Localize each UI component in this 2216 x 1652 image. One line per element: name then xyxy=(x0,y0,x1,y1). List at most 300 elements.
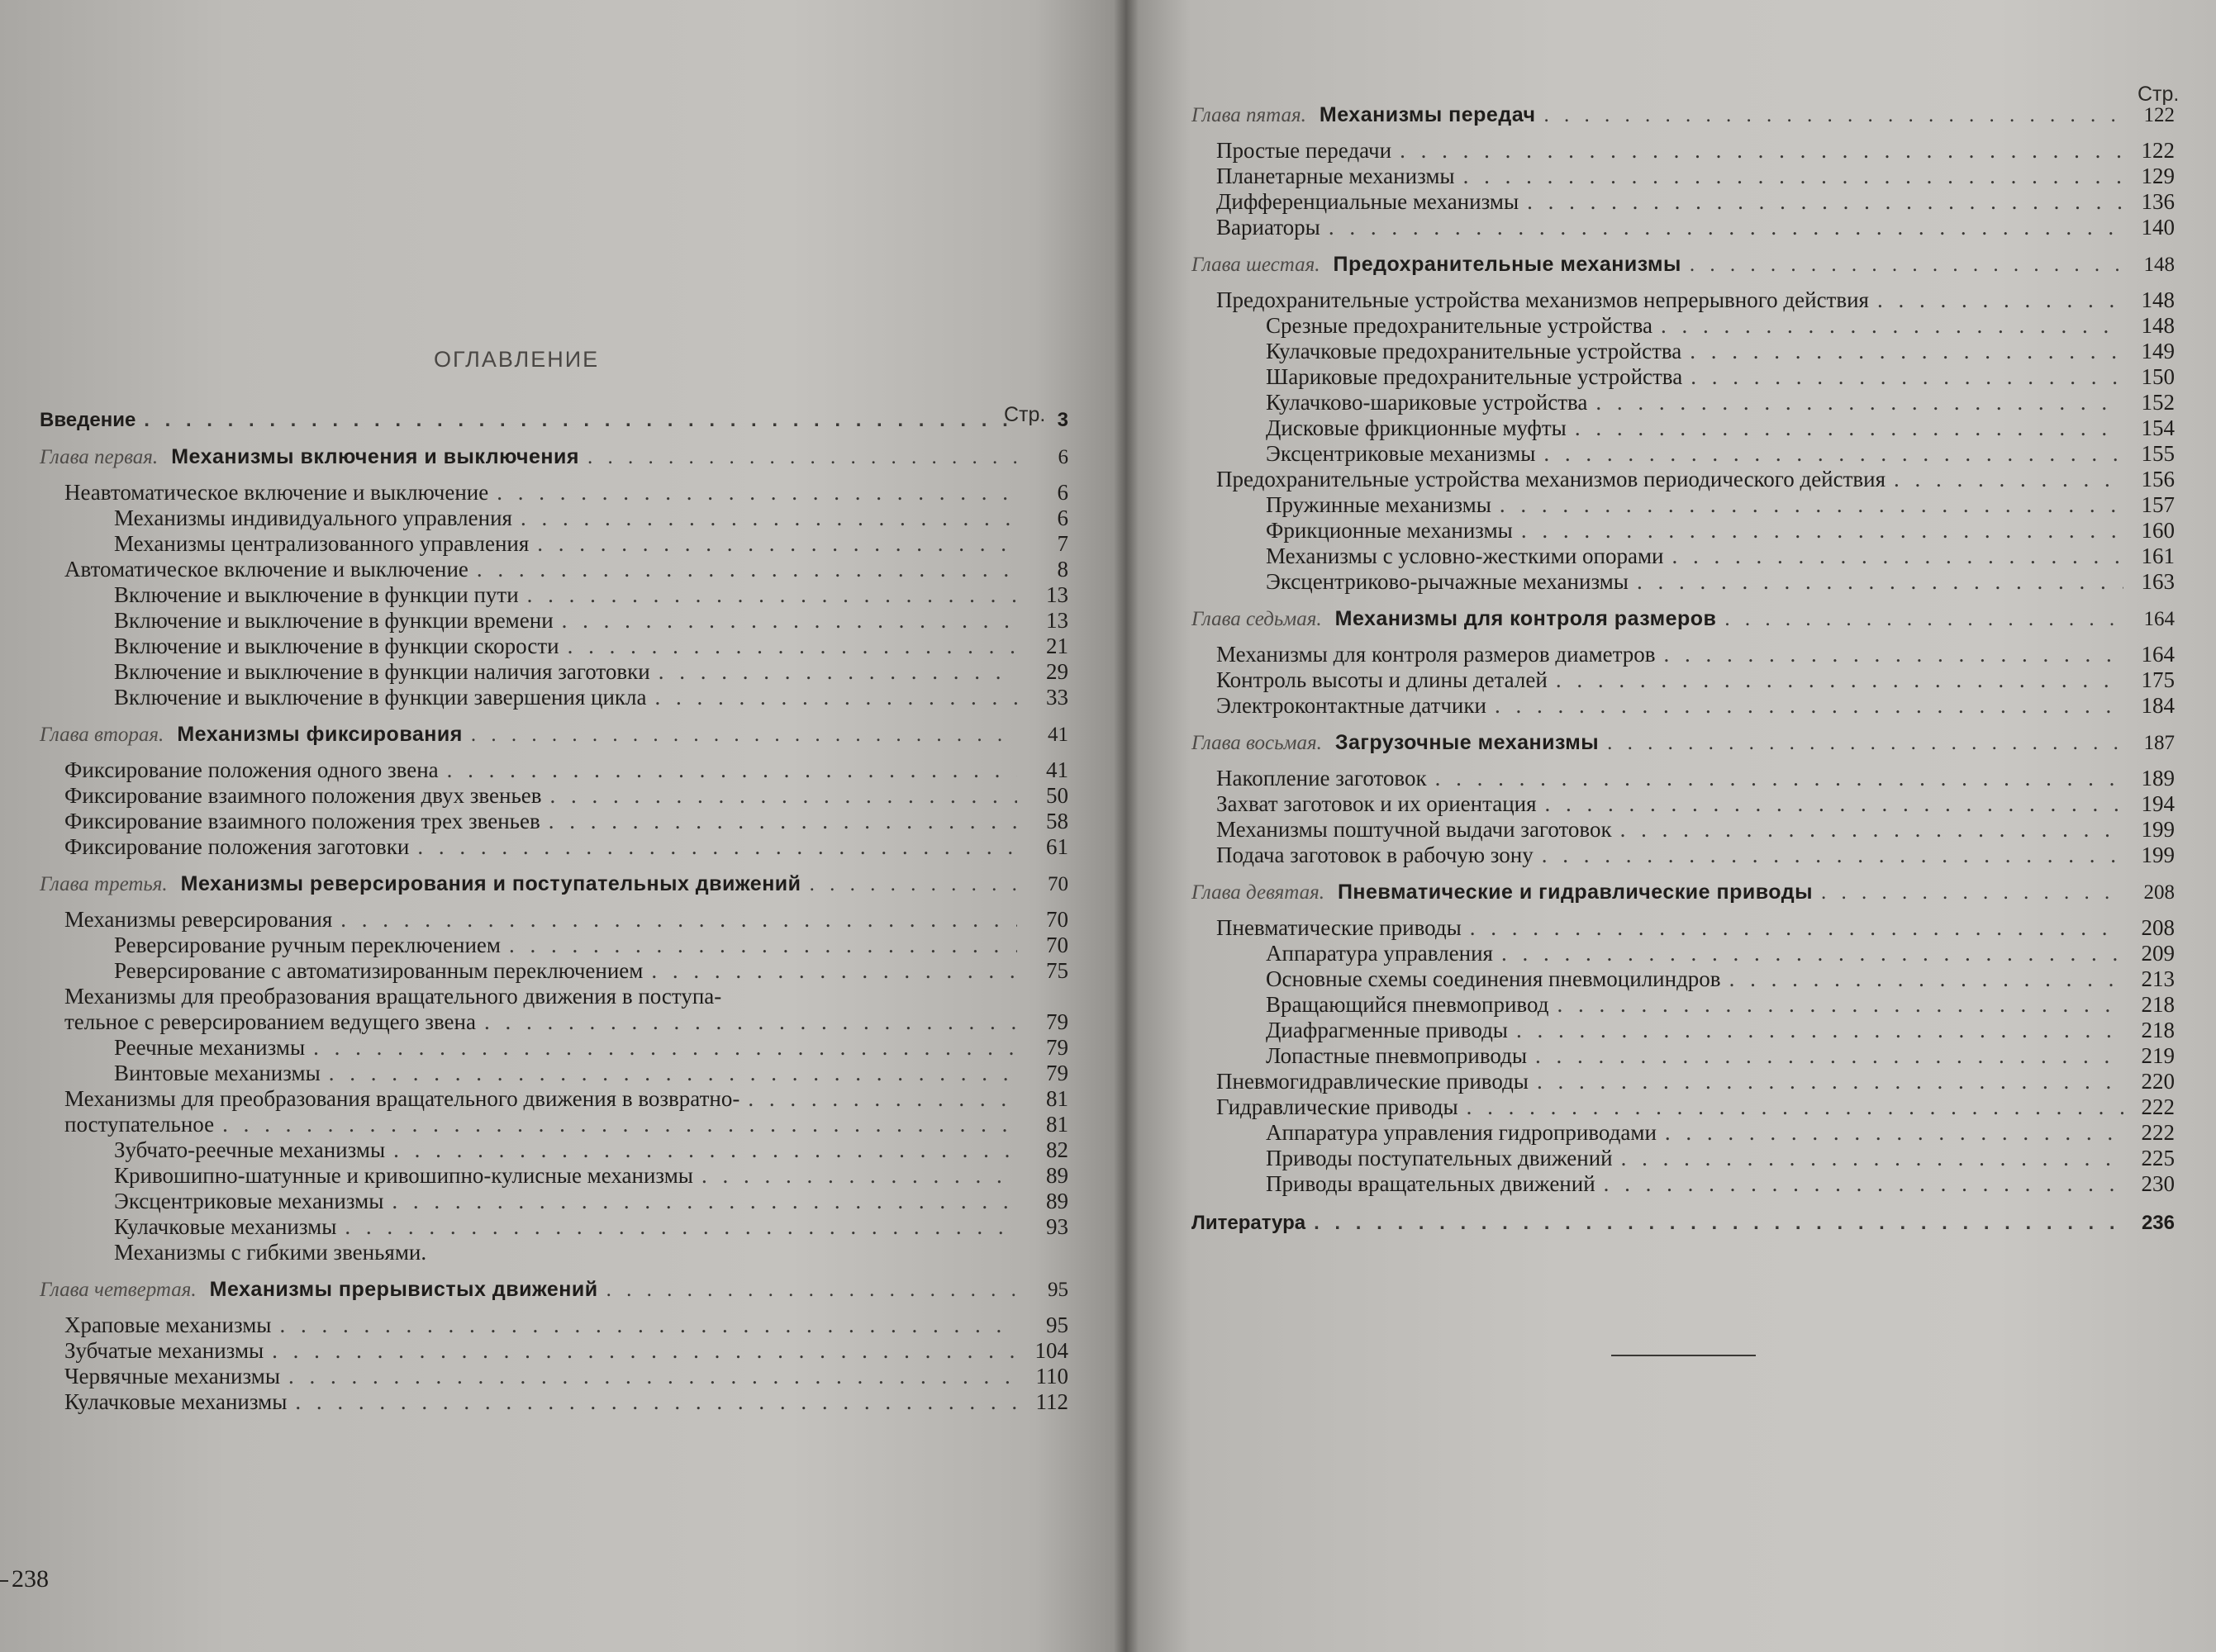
toc-entry-title: Включение и выключение в функции времени xyxy=(114,608,554,633)
toc-entry-page: 61 xyxy=(1046,834,1068,859)
toc-entry-title: Шариковые предохранительные устройства xyxy=(1266,364,1683,389)
toc-entry xyxy=(40,1364,1068,1389)
toc-entry-title: Реечные механизмы xyxy=(114,1035,306,1060)
toc-entry-title: Фиксирование взаимного положения трех звеньев xyxy=(64,809,540,833)
leader-dots xyxy=(748,1086,1017,1112)
chapter-title xyxy=(1191,252,1681,278)
leader-dots xyxy=(1516,1018,2123,1043)
right-toc-column xyxy=(1191,91,2175,1236)
toc-entry xyxy=(1191,1120,2175,1146)
leader-dots xyxy=(659,659,1017,685)
toc-entry-page: 8 xyxy=(1057,557,1068,582)
toc-entry xyxy=(1191,667,2175,693)
toc-entry xyxy=(1191,966,2175,992)
toc-entry-page: 41 xyxy=(1046,757,1068,782)
toc-entry-title: Срезные предохранительные устройства xyxy=(1266,313,1652,338)
toc-entry xyxy=(40,557,1068,582)
chapter-name: Загрузочные механизмы xyxy=(1334,731,1600,754)
toc-entry xyxy=(1191,287,2175,313)
leader-dots xyxy=(1690,252,2123,278)
toc-entry-page: 58 xyxy=(1046,809,1068,833)
leader-dots xyxy=(549,809,1017,834)
toc-entry-page: 163 xyxy=(2141,569,2175,594)
toc-entry-title: Механизмы с гибкими звеньями. xyxy=(114,1240,427,1265)
toc-entry-title: Кулачковые механизмы xyxy=(64,1389,288,1414)
leader-dots xyxy=(1556,667,2123,693)
toc-entry-page: 21 xyxy=(1046,634,1068,658)
toc-entry xyxy=(1191,1069,2175,1094)
chapter-title xyxy=(40,1277,598,1303)
toc-entry xyxy=(40,783,1068,809)
chapter-label: Глава шестая. xyxy=(1191,254,1320,276)
chapter-page: 122 xyxy=(2143,104,2175,126)
leader-dots xyxy=(477,557,1017,582)
chapter-page: 95 xyxy=(1048,1279,1068,1301)
toc-entry-title: поступательное xyxy=(64,1112,215,1137)
chapter-page: 208 xyxy=(2143,881,2175,904)
toc-entry xyxy=(1191,843,2175,868)
toc-entry-page: 222 xyxy=(2141,1120,2175,1145)
left-toc-column xyxy=(40,392,1068,1415)
leader-dots xyxy=(1664,642,2123,667)
toc-entry-title: Кривошипно-шатунные и кривошипно-кулисные механизмы xyxy=(114,1163,693,1188)
leader-dots xyxy=(587,444,1017,470)
toc-entry xyxy=(1191,766,2175,791)
leader-dots xyxy=(144,407,1017,433)
toc-entry-title: Гидравлические приводы xyxy=(1216,1094,1458,1119)
toc-entry xyxy=(40,1009,1068,1035)
toc-entry-page: 81 xyxy=(1046,1086,1068,1111)
toc-entry xyxy=(40,1086,1068,1112)
toc-entry-title: Предохранительные устройства механизмов периодического действия xyxy=(1216,467,1886,491)
toc-entry-page: 220 xyxy=(2141,1069,2175,1094)
toc-entry-title: Червячные механизмы xyxy=(64,1364,280,1389)
toc-entry-page: 218 xyxy=(2141,992,2175,1017)
leader-dots xyxy=(1495,693,2123,719)
leader-dots xyxy=(527,582,1017,608)
leader-dots xyxy=(1527,189,2123,215)
leader-dots xyxy=(1672,544,2123,569)
toc-entry-page: 218 xyxy=(2141,1018,2175,1042)
toc-entry-page: 148 xyxy=(2141,313,2175,338)
leader-dots xyxy=(1665,1120,2123,1146)
toc-entry-page: 222 xyxy=(2141,1094,2175,1119)
toc-entry-title: Основные схемы соединения пневмоцилиндров xyxy=(1266,966,1721,991)
toc-entry-title: Приводы поступательных движений xyxy=(1266,1146,1613,1170)
toc-entry xyxy=(1191,1043,2175,1069)
leader-dots xyxy=(654,685,1017,710)
toc-entry-title: Винтовые механизмы xyxy=(114,1061,321,1085)
toc-entry-title: Неавтоматическое включение и выключение xyxy=(64,480,489,505)
toc-entry xyxy=(40,1035,1068,1061)
toc-entry-title: Кулачково-шариковые устройства xyxy=(1266,390,1588,415)
leader-dots xyxy=(521,506,1017,531)
page-column-header-right: Стр. xyxy=(2138,83,2180,106)
toc-entry-page: 189 xyxy=(2141,766,2175,790)
toc-title: ОГЛАВЛЕНИЕ xyxy=(434,347,600,372)
toc-entry-page: 213 xyxy=(2141,966,2175,991)
leader-dots xyxy=(417,834,1017,860)
toc-entry-title: Зубчатые механизмы xyxy=(64,1338,264,1363)
leader-dots xyxy=(329,1061,1017,1086)
toc-entry-title: Контроль высоты и длины деталей xyxy=(1216,667,1548,692)
toc-entry-title: Автоматическое включение и выключение xyxy=(64,557,468,582)
chapter-label: Глава седьмая. xyxy=(1191,608,1322,630)
toc-entry xyxy=(1191,941,2175,966)
toc-entry xyxy=(1191,1018,2175,1043)
toc-entry xyxy=(1191,313,2175,339)
toc-entry-title: Включение и выключение в функции наличия заготовки xyxy=(114,659,650,684)
leader-dots xyxy=(562,608,1017,634)
leader-dots xyxy=(1329,215,2123,240)
leader-dots xyxy=(1621,1146,2123,1171)
chapter-label: Глава восьмая. xyxy=(1191,732,1322,754)
leader-dots xyxy=(1637,569,2123,595)
toc-entry-page: 13 xyxy=(1046,608,1068,633)
chapter-name: Механизмы передач xyxy=(1319,103,1536,126)
toc-entry xyxy=(1191,189,2175,215)
leader-dots xyxy=(340,907,1017,933)
leader-dots xyxy=(1690,339,2123,364)
toc-entry xyxy=(40,531,1068,557)
leader-dots xyxy=(651,958,1017,984)
leader-dots xyxy=(606,1277,1017,1303)
chapter-page: 70 xyxy=(1048,873,1068,895)
toc-entry-title: Механизмы централизованного управления xyxy=(114,531,530,556)
toc-entry xyxy=(40,907,1068,933)
chapter-heading xyxy=(40,871,1068,897)
toc-entry-page: 194 xyxy=(2141,791,2175,816)
toc-entry-page: 209 xyxy=(2141,941,2175,966)
chapter-page: 6 xyxy=(1058,446,1068,468)
toc-entry-title: Механизмы индивидуального управления xyxy=(114,506,512,530)
chapter-title xyxy=(40,722,463,748)
leader-dots xyxy=(1607,730,2123,756)
page-column-header-left: Стр. xyxy=(1004,403,1046,426)
leader-dots xyxy=(1691,364,2123,390)
toc-entry-page: 13 xyxy=(1046,582,1068,607)
toc-entry-title: Диафрагменные приводы xyxy=(1266,1018,1508,1042)
toc-entry-page: 89 xyxy=(1046,1189,1068,1213)
toc-entry-title: Подача заготовок в рабочую зону xyxy=(1216,843,1534,867)
toc-entry-page: 70 xyxy=(1046,933,1068,957)
toc-entry xyxy=(40,634,1068,659)
toc-entry-page: 122 xyxy=(2141,138,2175,163)
toc-entry xyxy=(1191,791,2175,817)
toc-entry xyxy=(1191,544,2175,569)
toc-entry-title: Фиксирование положения одного звена xyxy=(64,757,439,782)
leader-dots xyxy=(1544,102,2123,128)
toc-entry xyxy=(40,1214,1068,1240)
leader-dots xyxy=(1500,492,2123,518)
toc-entry-title: Приводы вращательных движений xyxy=(1266,1171,1595,1196)
leader-dots xyxy=(1661,313,2123,339)
toc-entry xyxy=(40,1389,1068,1415)
leader-dots xyxy=(1314,1210,2123,1236)
toc-entry xyxy=(40,1240,1068,1265)
leader-dots xyxy=(537,531,1017,557)
chapter-page: 164 xyxy=(2143,608,2175,630)
leader-dots xyxy=(1545,791,2123,817)
toc-entry-title: Фиксирование взаимного положения двух звеньев xyxy=(64,783,542,808)
toc-entry-page: 89 xyxy=(1046,1163,1068,1188)
toc-entry xyxy=(1191,1146,2175,1171)
toc-entry-title: Аппаратура управления xyxy=(1266,941,1493,966)
toc-entry xyxy=(1191,642,2175,667)
leader-dots xyxy=(484,1009,1017,1035)
toc-entry xyxy=(1191,467,2175,492)
toc-entry-page: 136 xyxy=(2141,189,2175,214)
toc-entry-page: 149 xyxy=(2141,339,2175,363)
toc-entry-title: Зубчато-реечные механизмы xyxy=(114,1137,386,1162)
toc-entry xyxy=(1191,992,2175,1018)
toc-entry-page: 95 xyxy=(1046,1313,1068,1337)
leader-dots xyxy=(810,871,1017,897)
leader-dots xyxy=(279,1313,1017,1338)
literature-entry xyxy=(1191,1210,2175,1236)
toc-entry-title: Реверсирование с автоматизированным переключением xyxy=(114,958,644,983)
leader-dots xyxy=(447,757,1017,783)
leader-dots xyxy=(1729,966,2123,992)
toc-entry xyxy=(1191,164,2175,189)
leader-dots xyxy=(392,1189,1017,1214)
leader-dots xyxy=(1501,941,2123,966)
chapter-name: Механизмы включения и выключения xyxy=(171,445,579,468)
toc-entry-page: 161 xyxy=(2141,544,2175,568)
toc-entry xyxy=(40,480,1068,506)
toc-entry-page: 156 xyxy=(2141,467,2175,491)
chapter-name: Механизмы фиксирования xyxy=(177,723,463,746)
toc-entry-page: 164 xyxy=(2141,642,2175,667)
toc-entry-title: Реверсирование ручным переключением xyxy=(114,933,501,957)
toc-entry-page: 33 xyxy=(1046,685,1068,710)
toc-entry xyxy=(1191,817,2175,843)
chapter-label: Глава пятая. xyxy=(1191,104,1306,126)
leader-dots xyxy=(295,1389,1017,1415)
toc-entry-title: Эксцентриковые механизмы xyxy=(114,1189,384,1213)
leader-dots xyxy=(1535,1043,2123,1069)
toc-entry-title: Вращающийся пневмопривод xyxy=(1266,992,1549,1017)
toc-entry xyxy=(1191,518,2175,544)
toc-entry-title: Предохранительные устройства механизмов непрерывного действия xyxy=(1216,287,1869,312)
literature-page: 236 xyxy=(2141,1212,2175,1234)
leader-dots xyxy=(222,1112,1017,1137)
toc-entry xyxy=(40,608,1068,634)
toc-entry-page: 230 xyxy=(2141,1171,2175,1196)
toc-entry xyxy=(40,659,1068,685)
toc-entry xyxy=(40,1163,1068,1189)
chapter-label: Глава первая. xyxy=(40,446,159,468)
toc-entry xyxy=(1191,915,2175,941)
toc-entry-page: 79 xyxy=(1046,1035,1068,1060)
chapter-heading xyxy=(1191,730,2175,756)
leader-dots xyxy=(1542,843,2123,868)
chapter-page: 148 xyxy=(2143,254,2175,276)
toc-entry-page: 82 xyxy=(1046,1137,1068,1162)
toc-entry xyxy=(40,933,1068,958)
leader-dots xyxy=(1575,415,2123,441)
toc-entry-page: 110 xyxy=(1035,1364,1068,1389)
chapter-label: Глава девятая. xyxy=(1191,881,1324,904)
toc-entry-title: Электроконтактные датчики xyxy=(1216,693,1486,718)
leader-dots xyxy=(1620,817,2123,843)
literature-title: Литература xyxy=(1191,1212,1306,1234)
toc-entry-page: 6 xyxy=(1057,506,1068,530)
toc-entry-page: 157 xyxy=(2141,492,2175,517)
toc-entry xyxy=(40,1061,1068,1086)
toc-entry-page: 148 xyxy=(2141,287,2175,312)
leader-dots xyxy=(550,783,1018,809)
toc-entry xyxy=(40,685,1068,710)
toc-entry xyxy=(1191,569,2175,595)
toc-entry xyxy=(40,809,1068,834)
end-rule xyxy=(1611,1355,1756,1356)
toc-entry-title: Фиксирование положения заготовки xyxy=(64,834,410,859)
leader-dots xyxy=(1821,880,2123,905)
toc-entry-page: 140 xyxy=(2141,215,2175,240)
leader-dots xyxy=(1521,518,2123,544)
leader-dots xyxy=(497,480,1017,506)
toc-entry-page: 81 xyxy=(1046,1112,1068,1137)
toc-entry-page: 104 xyxy=(1034,1338,1068,1363)
toc-entry-title: Аппаратура управления гидроприводами xyxy=(1266,1120,1657,1145)
toc-entry xyxy=(1191,339,2175,364)
toc-entry-page: 208 xyxy=(2141,915,2175,940)
chapter-label: Глава третья. xyxy=(40,873,168,895)
toc-entry-page: 50 xyxy=(1046,783,1068,808)
toc-entry-page: 129 xyxy=(2141,164,2175,188)
chapter-heading xyxy=(1191,102,2175,128)
chapter-name: Механизмы прерывистых движений xyxy=(209,1278,598,1301)
chapter-page: 41 xyxy=(1048,724,1068,746)
toc-entry xyxy=(1191,1171,2175,1197)
toc-entry-title: Эксцентриковые механизмы xyxy=(1266,441,1536,466)
toc-entry-title: Дисковые фрикционные муфты xyxy=(1266,415,1567,440)
toc-entry-title: Механизмы для преобразования вращательного движения в возвратно- xyxy=(64,1086,740,1111)
toc-entry-page: 79 xyxy=(1046,1009,1068,1034)
toc-entry-page: 199 xyxy=(2141,817,2175,842)
toc-entry-title: Механизмы для преобразования вращательного движения в поступа- xyxy=(64,984,722,1009)
toc-entry-title: Включение и выключение в функции скорости xyxy=(114,634,559,658)
leader-dots xyxy=(1470,915,2123,941)
toc-entry-title: Пневмогидравлические приводы xyxy=(1216,1069,1529,1094)
toc-entry-page: 160 xyxy=(2141,518,2175,543)
page-number: 238 xyxy=(0,1565,49,1593)
toc-entry-title: Пружинные механизмы xyxy=(1266,492,1491,517)
leader-dots xyxy=(1435,766,2123,791)
chapter-name: Пневматические и гидравлические приводы xyxy=(1337,881,1813,904)
chapter-heading xyxy=(1191,606,2175,632)
leader-dots xyxy=(568,634,1017,659)
chapter-name: Механизмы для контроля размеров xyxy=(1334,607,1717,630)
toc-entry-title: Механизмы реверсирования xyxy=(64,907,333,932)
toc-entry-page: 152 xyxy=(2141,390,2175,415)
intro-title: Введение xyxy=(40,409,136,431)
toc-entry xyxy=(40,1189,1068,1214)
toc-entry-page: 225 xyxy=(2141,1146,2175,1170)
toc-entry-page: 79 xyxy=(1046,1061,1068,1085)
toc-entry-page: 199 xyxy=(2141,843,2175,867)
chapter-title xyxy=(1191,606,1716,632)
chapter-heading xyxy=(40,722,1068,748)
chapter-page: 187 xyxy=(2143,732,2175,754)
toc-entry xyxy=(40,757,1068,783)
intro-entry xyxy=(40,407,1068,433)
toc-entry xyxy=(40,1338,1068,1364)
chapter-name: Механизмы реверсирования и поступательных движений xyxy=(180,872,801,895)
toc-entry-title: Захват заготовок и их ориентация xyxy=(1216,791,1537,816)
toc-entry-title: Простые передачи xyxy=(1216,138,1392,163)
toc-entry-title: Механизмы поштучной выдачи заготовок xyxy=(1216,817,1612,842)
leader-dots xyxy=(345,1214,1017,1240)
leader-dots xyxy=(1557,992,2123,1018)
leader-dots xyxy=(1537,1069,2123,1094)
toc-entry-title: Механизмы для контроля размеров диаметров xyxy=(1216,642,1656,667)
leader-dots xyxy=(1543,441,2123,467)
toc-entry xyxy=(1191,364,2175,390)
toc-entry xyxy=(1191,390,2175,415)
leader-dots xyxy=(471,722,1017,748)
chapter-title xyxy=(1191,102,1536,128)
toc-entry-title: Эксцентриково-рычажные механизмы xyxy=(1266,569,1629,594)
toc-entry-title: тельное с реверсированием ведущего звена xyxy=(64,1009,476,1034)
toc-entry-title: Дифференциальные механизмы xyxy=(1216,189,1519,214)
toc-entry-title: Включение и выключение в функции пути xyxy=(114,582,519,607)
leader-dots xyxy=(701,1163,1017,1189)
toc-entry xyxy=(1191,1094,2175,1120)
toc-entry-page: 29 xyxy=(1046,659,1068,684)
toc-entry xyxy=(40,582,1068,608)
toc-entry-page: 7 xyxy=(1057,531,1068,556)
chapter-heading xyxy=(1191,252,2175,278)
toc-entry-page: 112 xyxy=(1035,1389,1068,1414)
chapter-label: Глава четвертая. xyxy=(40,1279,197,1301)
toc-entry-title: Вариаторы xyxy=(1216,215,1320,240)
toc-entry-page: 75 xyxy=(1046,958,1068,983)
leader-dots xyxy=(313,1035,1017,1061)
toc-entry-page: 154 xyxy=(2141,415,2175,440)
leader-dots xyxy=(393,1137,1017,1163)
toc-entry xyxy=(40,506,1068,531)
leader-dots xyxy=(1400,138,2123,164)
toc-entry-title: Механизмы с условно-жесткими опорами xyxy=(1266,544,1664,568)
toc-entry-page: 184 xyxy=(2141,693,2175,718)
leader-dots xyxy=(288,1364,1017,1389)
leader-dots xyxy=(1724,606,2123,632)
toc-entry xyxy=(40,984,1068,1009)
toc-entry-page: 219 xyxy=(2141,1043,2175,1068)
toc-entry xyxy=(1191,492,2175,518)
right-page xyxy=(1125,0,2216,1652)
chapter-name: Предохранительные механизмы xyxy=(1333,253,1681,276)
toc-entry xyxy=(40,1112,1068,1137)
toc-entry xyxy=(1191,215,2175,240)
toc-entry-title: Кулачковые механизмы xyxy=(114,1214,337,1239)
toc-entry-page: 6 xyxy=(1057,480,1068,505)
toc-entry-title: Лопастные пневмоприводы xyxy=(1266,1043,1527,1068)
toc-entry-title: Накопление заготовок xyxy=(1216,766,1427,790)
leader-dots xyxy=(509,933,1017,958)
toc-entry xyxy=(1191,138,2175,164)
toc-entry-title: Включение и выключение в функции завершения цикла xyxy=(114,685,647,710)
chapter-title xyxy=(40,871,801,897)
leader-dots xyxy=(272,1338,1017,1364)
toc-entry-page: 150 xyxy=(2141,364,2175,389)
intro-page: 3 xyxy=(1057,409,1068,431)
book-gutter xyxy=(1114,0,1139,1652)
toc-entry xyxy=(40,834,1068,860)
leader-dots xyxy=(1604,1171,2123,1197)
